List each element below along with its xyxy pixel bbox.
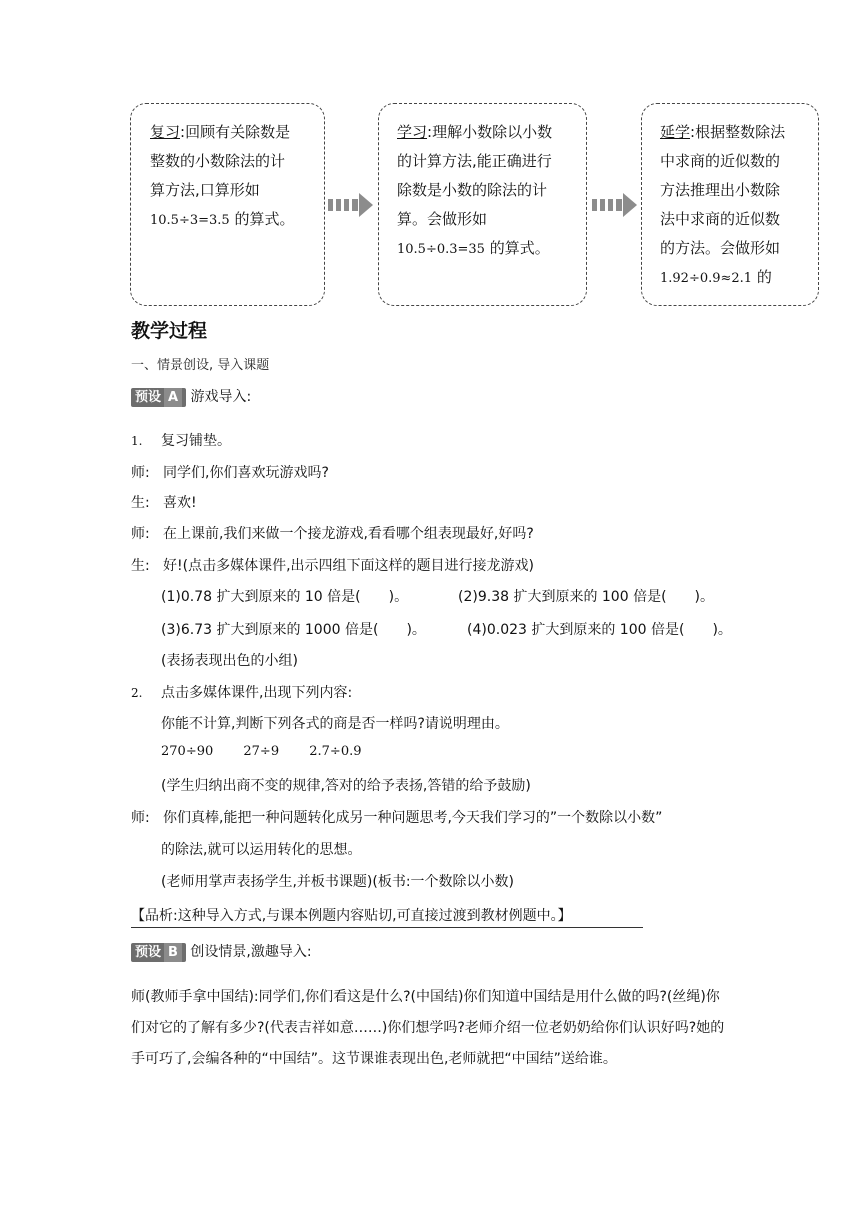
learn-box: [378, 103, 587, 306]
preset-tag: [131, 943, 186, 962]
note: (老师用掌声表扬学生,并板书课题)(板书:一个数除以小数): [161, 874, 515, 890]
page-title: 教学过程: [131, 320, 208, 342]
preset-letter: B: [164, 943, 182, 962]
item-text: 点击多媒体课件,出现下列内容:: [161, 685, 353, 701]
preset-tag-label: 预设: [135, 389, 162, 405]
speaker: 师:: [131, 465, 150, 481]
extend-line-4: 法中求商的近似数: [660, 210, 781, 228]
expression: 270÷90: [161, 744, 214, 759]
utterance: 你们真棒,能把一种问题转化成另一种问题思考,今天我们学习的”一个数除以小数”: [163, 810, 663, 826]
review-formula: 10.5÷3=3.5: [150, 213, 230, 228]
extend-box: [641, 103, 819, 306]
item-2: [131, 682, 352, 702]
speaker: 师:: [131, 526, 150, 542]
arrow-right-icon: [328, 193, 374, 217]
review-heading: 复习: [150, 123, 181, 141]
expressions: [161, 744, 362, 759]
dialog-line: [131, 807, 662, 827]
note: (学生归纳出商不变的规律,答对的给予表扬,答错的给予鼓励): [161, 778, 531, 794]
preset-a-text: 游戏导入:: [190, 389, 252, 405]
extend-line-5: 的方法。会做形如: [660, 239, 781, 257]
utterance: 同学们,你们喜欢玩游戏吗?: [163, 465, 329, 481]
preset-tag-label: 预设: [135, 944, 162, 960]
analysis-comment: 【品析:这种导入方式,与课本例题内容贴切,可直接过渡到教材例题中。】: [131, 905, 643, 928]
preset-a: [131, 386, 251, 407]
extend-heading: 延学: [660, 123, 691, 141]
learn-line-1: :理解小数除以小数: [427, 123, 553, 141]
utterance: 在上课前,我们来做一个接龙游戏,看看哪个组表现最好,好吗?: [163, 526, 534, 542]
learn-formula: 10.5÷0.3=35: [397, 242, 485, 257]
extend-line-1: :根据整数除法: [690, 123, 786, 141]
dialog-line: [131, 523, 534, 543]
speaker: 师:: [131, 810, 150, 826]
arrow-right-icon: [592, 193, 638, 217]
learn-suffix: 的算式。: [484, 239, 550, 257]
review-box: [130, 103, 325, 306]
intro-paragraph: 师(教师手拿中国结):同学们,你们看这是什么?(中国结)你们知道中国结是用什么做的吗?(丝绳)你们对它的了解有多少?(代表吉祥如意……)你们想学吗?老师介绍一位老奶奶给你们认识好吗?她的手可巧了,会编各种的“中国结”。这节课谁表现出色,老师就把“中国结”送给谁。: [131, 989, 725, 1067]
extend-line-3: 方法推理出小数除: [660, 181, 781, 199]
expression: 27÷9: [243, 744, 280, 759]
exercise: (2)9.38 扩大到原来的 100 倍是( )。: [458, 589, 714, 605]
dialog-line: [131, 462, 329, 482]
speaker: 生:: [131, 495, 150, 511]
preset-b-text: 创设情景,激趣导入:: [190, 944, 312, 960]
review-line-3: 算方法,口算形如: [150, 181, 260, 199]
item-number: 1.: [131, 434, 143, 448]
preset-letter: A: [164, 388, 182, 407]
exercise: (3)6.73 扩大到原来的 1000 倍是( )。: [161, 622, 426, 638]
preset-b: [131, 941, 312, 962]
review-line-2: 整数的小数除法的计: [150, 152, 286, 170]
section-heading: 一、情景创设, 导入课题: [131, 358, 270, 373]
utterance: 喜欢!: [163, 495, 197, 511]
item-text: 复习铺垫。: [161, 433, 231, 449]
extend-suffix: 的: [752, 268, 772, 286]
review-suffix: 的算式。: [229, 210, 295, 228]
item-number: 2.: [131, 686, 143, 700]
learn-heading: 学习: [397, 123, 428, 141]
learn-line-3: 除数是小数的除法的计: [397, 181, 548, 199]
dialog-line: [131, 492, 197, 512]
dialog-line: [131, 555, 534, 575]
learn-line-4: 算。会做形如: [397, 210, 488, 228]
exercise: (4)0.023 扩大到原来的 100 倍是( )。: [467, 622, 732, 638]
praise-note: (表扬表现出色的小组): [161, 653, 298, 669]
extend-line-2: 中求商的近似数的: [660, 152, 781, 170]
dialog-line-continued: 的除法,就可以运用转化的思想。: [161, 842, 362, 858]
expression: 2.7÷0.9: [309, 744, 362, 759]
utterance: 好!(点击多媒体课件,出示四组下面这样的题目进行接龙游戏): [163, 558, 534, 574]
review-line-1: :回顾有关除数是: [180, 123, 291, 141]
item-1: [131, 430, 231, 450]
exercise: (1)0.78 扩大到原来的 10 倍是( )。: [161, 589, 409, 605]
question: 你能不计算,判断下列各式的商是否一样吗?请说明理由。: [161, 716, 509, 732]
preset-tag: [131, 388, 186, 407]
speaker: 生:: [131, 558, 150, 574]
extend-formula: 1.92÷0.9≈2.1: [660, 271, 753, 286]
learn-line-2: 的计算方法,能正确进行: [397, 152, 552, 170]
